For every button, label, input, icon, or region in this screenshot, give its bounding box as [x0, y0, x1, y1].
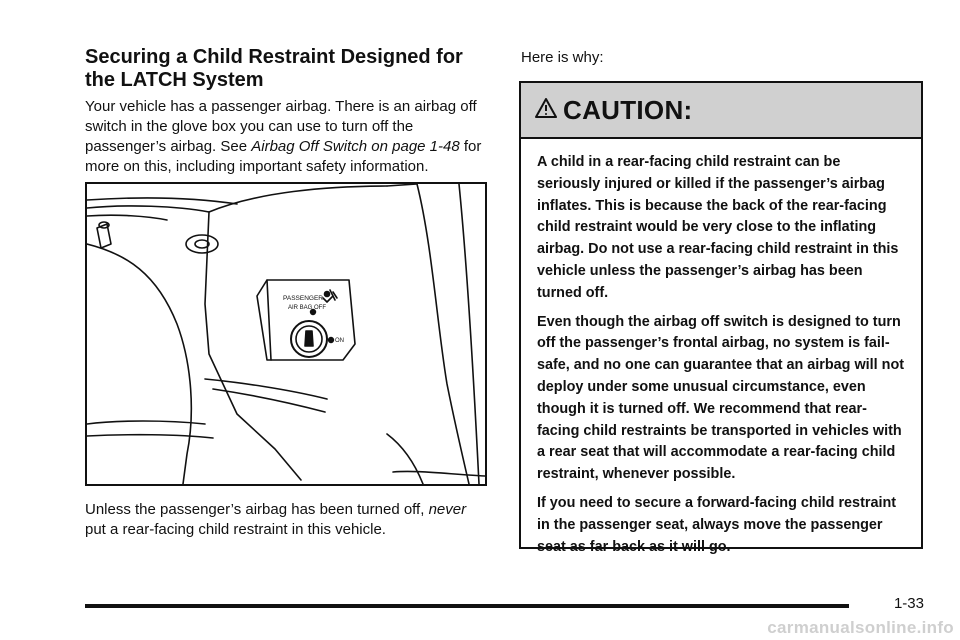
label-passenger: PASSENGER — [283, 295, 323, 302]
glovebox-lid-right — [417, 184, 469, 484]
watermark: carmanualsonline.info — [767, 618, 954, 637]
caution-paragraph-1: A child in a rear-facing child restraint can be seriously injured or killed if the passenger’s airbag inflates. This is because the back of the rear-facing child restraint would be very close to the inflating airbag. Do not use a rear-facing child restraint in this vehicle unless the passenger’s airbag has been turned off. — [537, 154, 899, 301]
after-figure-paragraph — [85, 500, 490, 540]
intro-text: Your vehicle has a passenger airbag. There is an airbag off switch in the glove box you can use to turn off the passenger’s airbag. See — [85, 98, 477, 155]
glovebox-switch-illustration — [85, 182, 487, 486]
page-number: 1-33 — [893, 595, 924, 612]
label-on: ON — [335, 338, 344, 344]
caution-body — [521, 139, 921, 558]
caution-paragraph-2: Even though the airbag off switch is designed to turn off the passenger’s frontal airbag, no system is fail-safe, and no one can guarantee that an airbag will not deploy under some unusual circumstance, even though it is turned off. We recommend that rear-facing child restraints be transported in vehicles with a rear seat that will accommodate a rear-facing child restraint, whenever possible. — [537, 313, 905, 483]
glovebox-lid-top — [209, 186, 387, 212]
warning-triangle-icon — [535, 97, 557, 124]
intro-text-end: for more on this, including important safety information. — [85, 138, 482, 175]
after-figure-text: Unless the passenger’s airbag has been turned off, — [85, 501, 429, 518]
section-heading: Securing a Child Restraint Designed for the LATCH System — [85, 46, 463, 91]
caution-title: CAUTION: — [563, 94, 693, 125]
here-is-why: Here is why: — [521, 49, 604, 66]
caution-header — [521, 83, 921, 139]
label-airbag-off: AIR BAG OFF — [288, 305, 327, 311]
caution-box — [519, 81, 923, 555]
after-figure-text-end: put a rear-facing child restraint in this vehicle. — [85, 521, 386, 538]
emphasis-never: never — [428, 501, 467, 518]
caution-paragraph-3: If you need to secure a forward-facing child restraint in the passenger seat, always move the passenger seat as far back as it will go. — [537, 494, 897, 555]
intro-paragraph — [85, 97, 490, 177]
dash-upper-edge — [87, 198, 237, 204]
cross-reference-link[interactable]: Airbag Off Switch on page 1-48 — [251, 138, 460, 155]
footer-rule — [85, 604, 849, 608]
